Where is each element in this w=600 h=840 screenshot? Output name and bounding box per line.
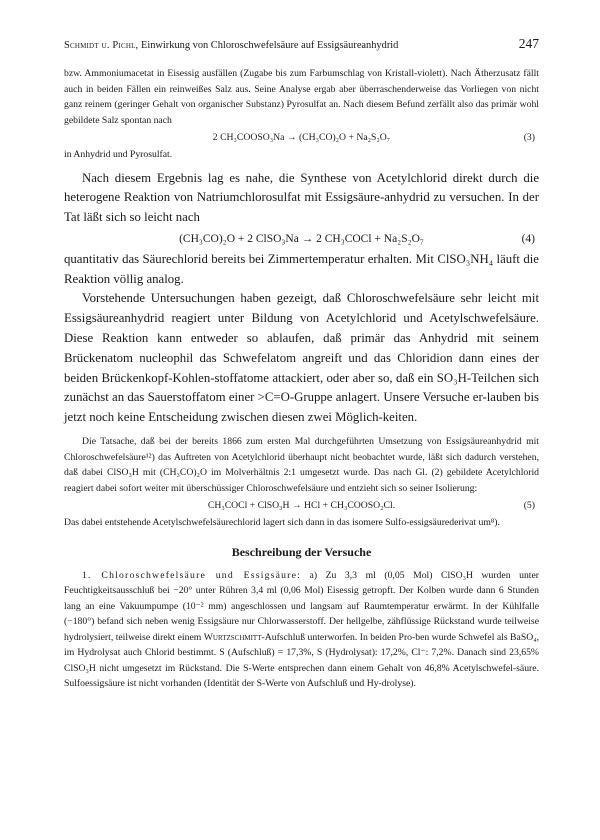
paragraph-history: Die Tatsache, daß bei der bereits 1866 zum ersten Mal durchgeführten Umsetzung von Essigsäureanhydrid mit Chloroschwefelsäure¹²) das Auftreten von Acetylchlorid überhaupt nicht beobachtet wurde, läßt sich dadurch verstehen, daß dabei ClSO₃H mit (CH₃CO)₂O im Molverhältnis 2:1 umgesetzt wurde. Das nach Gl. (2) gebildete Acetylchlorid reagiert dabei sofort weiter mit überschüssiger Chloroschwefelsäure und entzieht sich so seiner Isolierung: <box>64 436 539 494</box>
equation-4-expression: (CH₃CO)₂O + 2 ClSO₃Na → 2 CH₃COCl + Na₂S₂O₇ <box>179 232 424 245</box>
equation-3-number: (3) <box>523 132 535 143</box>
equation-4-number: (4) <box>521 232 535 245</box>
equation-4 <box>64 228 539 250</box>
paragraph-intro-continuation: in Anhydrid und Pyrosulfat. <box>64 149 173 160</box>
author-name-wurtzschmitt: Wurtzschmitt <box>203 631 262 643</box>
paragraph-intro: bzw. Ammoniumacetat in Eisessig ausfällen (Zugabe bis zum Farbumschlag von Kristall-violett). Nach Ätherzusatz fällt auch in beiden Fällen ein reinweißes Salz aus. Seine Analyse ergab aber überraschenderweise das Vorliegen von nicht ganz reinem (geringer Gehalt von organischer Substanz) Pyrosulfat an. Nach diesem Befund zerfällt also das primär wohl gebildete Salz spontan nach <box>64 68 539 126</box>
paragraph-synthesis: Nach diesem Ergebnis lag es nahe, die Synthese von Acetylchlorid direkt durch die heterogene Reaktion von Natriumchlorosulfat mit Essigsäure-anhydrid zu versuchen. In der Tat läßt sich so leicht nach <box>64 170 539 225</box>
equation-5 <box>64 496 539 515</box>
experiment-1-text-b: -Aufschluß unterworfen. In beiden Pro-ben wurde Schwefel als BaSO₄, im Hydrolysat auch Chlorid bestimmt. S (Aufschluß) = 17,3%, S (Hydrolysat): 17,2%, Cl⁻: 7,2%. Danach sind 23,65% ClSO₃H nicht umgesetzt im Rückstand. Die S-Werte entsprechen dann einem Gehalt von 46,8% Acetylschwefel-säure. Sulfoessigsäure ist nicht vorhanden (Identität der S-Werte von Aufschluß und Hy-drolyse). <box>64 631 540 690</box>
equation-5-number: (5) <box>523 500 535 512</box>
running-title <box>64 40 398 51</box>
header-authors: Schmidt u. Pichl, <box>64 40 139 51</box>
experiment-1-text-a: a) Zu 3,3 ml (0,05 Mol) ClSO₃H wurden unter Feuchtigkeitsausschluß bei −20° unter Rühren 3,4 ml (0,06 Mol) Eisessig getropft. Der Kolben wurde dann 6 Stunden lang an eine Vakuumpumpe (10⁻² mm) angeschlossen und langsam auf Raumtemperatur erwärmt. In der Kühlfalle (−180°) befand sich neben wenig Essigsäure nur Chlorwasserstoff. Der hellgelbe, zähflüssige Rückstand wurde teilweise hydrolysiert, teilweise direkt einem <box>64 569 540 643</box>
paragraph-mechanism: Vorstehende Untersuchungen haben gezeigt, daß Chloroschwefelsäure sehr leicht mit Essigsäureanhydrid reagiert unter Bildung von Acetylchlorid und Acetylschwefelsäure. Diese Reaktion kann entweder so ablaufen, daß primär das Anhydrid mit seinem Brückenatom nucleophil das Schwefelatom angreift und das Chloridion dann eines der beiden Brückenkopf-Kohlen-stoffatome attackiert, oder aber so, daß ein SO₃H-Teilchen sich zunächst an das Sauerstoffatom einer >C=O-Gruppe anlagert. Unsere Versuche er-lauben bis jetzt noch keine Entscheidung zwischen diesen zwei Möglich-keiten. <box>64 291 539 425</box>
page <box>64 36 539 692</box>
equation-3-expression: 2 CH₃COOSO₃Na → (CH₃CO)₂O + Na₂S₂O₇ <box>212 132 391 143</box>
equation-5-expression: CH₃COCl + ClSO₃H → HCl + CH₃COOSO₂Cl. <box>207 500 396 512</box>
paragraph-synthesis-continuation: quantitativ das Säurechlorid bereits bei Zimmertemperatur erhalten. Mit ClSO₃NH₄ läuft die Reaktion völlig analog. <box>64 251 539 286</box>
section-heading: Beschreibung der Versuche <box>231 544 372 559</box>
equation-3 <box>64 128 539 147</box>
running-header <box>64 36 539 66</box>
experiment-1-heading: 1. Chloroschwefelsäure und Essigsäure: <box>82 569 301 581</box>
paragraph-history-continuation: Das dabei entstehende Acetylschwefelsäurechlorid lagert sich dann in das isomere Sulfo-essigsäurederivat um⁸). <box>64 517 500 529</box>
header-title: Einwirkung von Chloroschwefelsäure auf Essigsäureanhydrid <box>140 40 399 51</box>
paragraph-experiment-1 <box>64 568 539 692</box>
page-number: 247 <box>518 36 539 51</box>
